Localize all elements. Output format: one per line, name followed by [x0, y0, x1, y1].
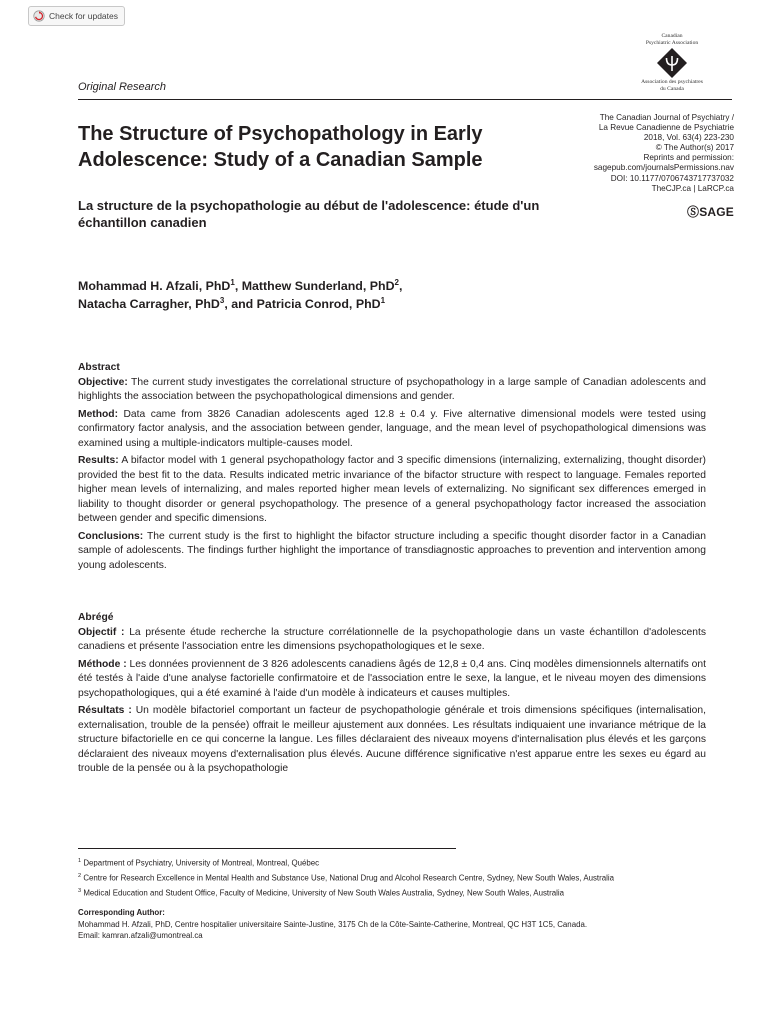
article-title-french: La structure de la psychopathologie au début de l'adolescence: étude d'un échantillon canadien [78, 198, 540, 230]
abstract-heading: Abstract [78, 362, 120, 373]
abstract-results: Results: A bifactor model with 1 general psychopathology factor and 3 specific dimensions (internalizing, externalizing, thought disorder) provided the best fit to the data. Results indicated metric invariance of the bifactor structure with respect to language. Females reported higher mean levels of internalizing, and males reported higher mean levels of externalizing. No significant sex differences emerged in liability to thought disorder or general psychopathology. The presence of a general psychopathology factor increased the association between gender and specific dimensions. [78, 455, 706, 524]
copyright: © The Author(s) 2017 [655, 143, 734, 153]
corresponding-author-label: Corresponding Author: [78, 908, 165, 917]
publisher-logo [650, 203, 734, 220]
author-name: Patricia Conrod, PhD [256, 297, 381, 311]
permissions-link[interactable]: sagepub.com/journalsPermissions.nav [593, 163, 734, 173]
abrege-resultats: Résultats : Un modèle bifactoriel comportant un facteur de psychopathologie générale et trois dimensions spécifiques (internalisation, externalisation, trouble de la pensée) offrait le meilleur ajustement aux données. Les résultats indiquaient une invariance métrique de la structure bifactorielle en ce qui concerne la langue. Les filles déclaraient des niveaux moyens d'internalisation plus élevés et les garçons déclaraient des niveaux moyens d'externalisation plus élevés. Aucune différence significative n'est apparue entre les sexes eu égard au trouble de la pensée ou à la psychopathologie [78, 705, 706, 774]
association-logo [612, 33, 732, 92]
footnote-divider [78, 848, 456, 849]
author-affiliation: 2 [394, 277, 399, 287]
footnote: $^2$ Centre for Research Excellence in Mental Health and Substance Use, National Drug and Alcohol Research Centre, Sydney, New South Wales, Australia [78, 872, 615, 883]
check-for-updates-label: Check for updates [49, 11, 118, 21]
abrege-heading: Abrégé [78, 612, 114, 623]
association-name-en-2: Psychiatric Association [645, 39, 699, 46]
abrege-methode: Méthode : Les données proviennent de 3 826 adolescents canadiens âgés de 12,8 ± 0,4 ans. Cinq modèles dimensionnels alternatifs ont été testés à l'aide d'une analyse factorielle confirmatoire et de l'association entre le sexe, la langue, et le niveau moyen des dimensions psychopathologiques, qui a été examiné à l'aide d'un modèle à indicateurs et causes multiples. [78, 658, 706, 699]
footnote: $^1$ Department of Psychiatry, University of Montreal, Montreal, Québec [78, 858, 320, 868]
affiliation-footnotes [78, 855, 738, 900]
journal-name-fr: La Revue Canadienne de Psychiatrie [598, 123, 734, 133]
abstract-section [78, 361, 706, 576]
footnote: $^3$ Medical Education and Student Office, Faculty of Medicine, University of New South Wales Australia, Sydney, New South Wales, Australia [78, 887, 565, 898]
author-affiliation: 1 [230, 277, 235, 287]
corresponding-author-address: Mohammad H. Afzali, PhD, Centre hospitalier universitaire Sainte-Justine, 3175 Ch de la Côte-Sainte-Catherine, Montreal, QC H3T 1C5, Canada. [78, 919, 588, 929]
reprints-label: Reprints and permission: [643, 153, 734, 163]
corresponding-author-email[interactable]: Email: kamran.afzali@umontreal.ca [78, 931, 203, 941]
psi-emblem-icon [657, 48, 687, 78]
journal-volume: 2018, Vol. 63(4) 223-230 [643, 133, 734, 143]
association-name-fr-2: du Canada [660, 85, 684, 92]
author-name: Mohammad H. Afzali, PhD [78, 279, 231, 293]
author-name: Natacha Carragher, PhD [78, 297, 220, 311]
abrege-section [78, 611, 706, 780]
author-affiliation: 3 [219, 295, 225, 305]
author-list: Mohammad H. Afzali, PhD$^1$, Matthew Sunderland, PhD$^2$, Natacha Carragher, PhD$^3$, and Patricia Conrod, PhD$^1$ [78, 277, 403, 311]
journal-name-en: The Canadian Journal of Psychiatry / [599, 113, 734, 122]
author-affiliation: 1 [380, 295, 386, 305]
association-name-fr-1: Association des psychiatres [641, 79, 703, 86]
sage-symbol-icon: Ⓢ [686, 205, 700, 219]
abstract-objective: Objective: The current study investigates the correlational structure of psychopathology in a large sample of Canadian adolescents and highlights the association between the psychopathological dimensions and gender. [78, 376, 706, 402]
abstract-conclusions: Conclusions: The current study is the first to highlight the bifactor structure including a specific thought disorder factor in a Canadian sample of adolescents. The findings further highlight the importance of transdiagnostic approaches to prevention and intervention among young adolescents. [78, 530, 706, 571]
article-title: The Structure of Psychopathology in Early Adolescence: Study of a Canadian Sample [78, 123, 483, 171]
journal-website-link[interactable]: TheCJP.ca | LaRCP.ca [651, 183, 734, 193]
corresponding-author [78, 907, 738, 942]
author-name: Matthew Sunderland, PhD [241, 279, 395, 293]
publisher-name: SAGE [699, 205, 734, 219]
journal-info [520, 113, 734, 194]
article-type-label: Original Research [78, 81, 167, 93]
abstract-method: Method: Data came from 3826 Canadian adolescents aged 12.8 ± 0.4 y. Five alternative dimensional models were tested using confirmatory factor analysis, and the association between gender, language, and the mean level of psychopathological dimensions was examined using a multiple-indicators multiple-causes model. [78, 408, 706, 449]
check-for-updates-button[interactable] [28, 6, 125, 26]
check-updates-icon [33, 10, 45, 22]
doi-link[interactable]: DOI: 10.1177/0706743717737032 [610, 173, 734, 183]
header-divider [78, 99, 732, 100]
abrege-objectif: Objectif : La présente étude recherche la structure corrélationnelle de la psychopathologie dans un vaste échantillon d'adolescents canadiens et présente l'association entre les dimensions psychopathologiques et le sexe. [78, 626, 707, 652]
association-name-en-1: Canadian [661, 33, 683, 39]
